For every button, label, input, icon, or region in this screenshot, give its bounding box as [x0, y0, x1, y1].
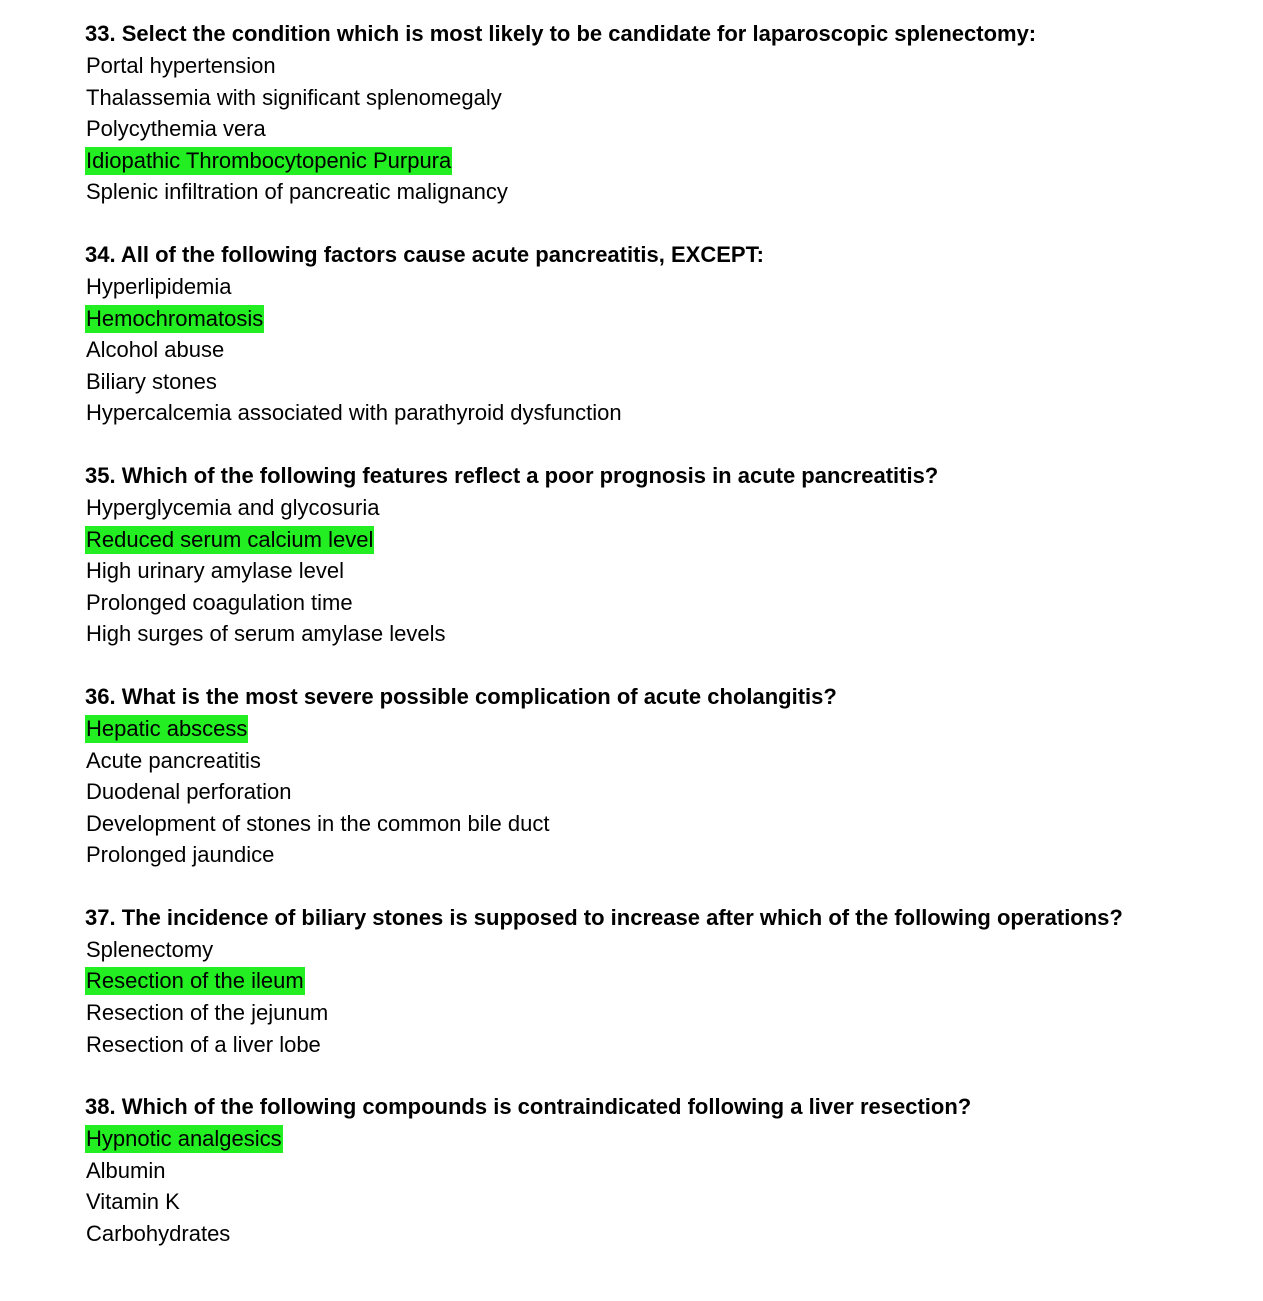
option-text: Hyperglycemia and glycosuria [86, 494, 380, 520]
question-title: 35. Which of the following features reflect a poor prognosis in acute pancreatitis? [85, 462, 939, 488]
answer-option [85, 587, 1245, 619]
question-title: 37. The incidence of biliary stones is supposed to increase after which of the following operations? [85, 904, 1123, 930]
question-title: 34. All of the following factors cause acute pancreatitis, EXCEPT: [85, 241, 764, 267]
question-document [85, 18, 1245, 1250]
answer-option [85, 1029, 1245, 1061]
highlighted-answer-option [85, 145, 1245, 177]
answer-option [85, 492, 1245, 524]
answer-option [85, 555, 1245, 587]
question-38 [85, 1091, 1245, 1249]
option-text: Polycythemia vera [86, 116, 266, 142]
option-text: Portal hypertension [86, 53, 276, 78]
answer-option [85, 934, 1245, 966]
option-text: Prolonged coagulation time [86, 589, 353, 615]
highlighted-answer-option [85, 524, 1245, 556]
option-text: Hepatic abscess [86, 715, 248, 741]
answer-option [85, 271, 1245, 303]
option-text: Hemochromatosis [86, 305, 264, 331]
highlighted-answer-option [85, 1123, 1245, 1155]
option-text: Development of stones in the common bile duct [86, 810, 550, 836]
answer-option [85, 997, 1245, 1029]
highlighted-answer-option [85, 303, 1245, 335]
answer-option [85, 113, 1245, 145]
option-text: Alcohol abuse [86, 337, 225, 363]
option-text: Reduced serum calcium level [86, 526, 374, 552]
answer-option [85, 1218, 1245, 1250]
answer-option [85, 50, 1245, 82]
option-text: Biliary stones [86, 368, 217, 394]
option-text: Idiopathic Thrombocytopenic Purpura [86, 147, 452, 173]
question-title: 36. What is the most severe possible complication of acute cholangitis? [85, 683, 837, 709]
question-35 [85, 460, 1245, 650]
highlighted-answer-option [85, 713, 1245, 745]
answer-option [85, 839, 1245, 871]
option-text: High urinary amylase level [86, 558, 344, 584]
option-text: Resection of the ileum [86, 968, 304, 994]
answer-option [85, 808, 1245, 840]
option-text: Hyperlipidemia [86, 273, 232, 299]
answer-option [85, 176, 1245, 208]
question-36 [85, 681, 1245, 871]
answer-option [85, 1155, 1245, 1187]
highlighted-answer-option [85, 965, 1245, 997]
option-text: Hypnotic analgesics [86, 1126, 282, 1152]
question-title: 38. Which of the following compounds is contraindicated following a liver resection? [85, 1094, 972, 1120]
answer-option [85, 618, 1245, 650]
option-text: Splenectomy [86, 936, 214, 962]
option-text: Hypercalcemia associated with parathyroid dysfunction [86, 400, 622, 426]
option-text: Albumin [86, 1157, 166, 1183]
answer-option [85, 334, 1245, 366]
answer-option [85, 82, 1245, 114]
question-title: 33. Select the condition which is most likely to be candidate for laparoscopic splenectomy: [85, 21, 1037, 46]
question-34 [85, 239, 1245, 429]
answer-option [85, 1186, 1245, 1218]
answer-option [85, 397, 1245, 429]
option-text: High surges of serum amylase levels [86, 621, 446, 647]
option-text: Carbohydrates [86, 1221, 231, 1247]
answer-option [85, 745, 1245, 777]
question-33 [85, 18, 1245, 208]
option-text: Thalassemia with significant splenomegaly [86, 84, 502, 110]
option-text: Resection of the jejunum [86, 1000, 329, 1026]
option-text: Prolonged jaundice [86, 842, 275, 868]
option-text: Duodenal perforation [86, 779, 292, 805]
option-text: Vitamin K [86, 1189, 180, 1215]
answer-option [85, 776, 1245, 808]
option-text: Resection of a liver lobe [86, 1031, 321, 1057]
answer-option [85, 366, 1245, 398]
question-37 [85, 902, 1245, 1060]
option-text: Splenic infiltration of pancreatic malignancy [86, 179, 508, 205]
option-text: Acute pancreatitis [86, 747, 261, 773]
